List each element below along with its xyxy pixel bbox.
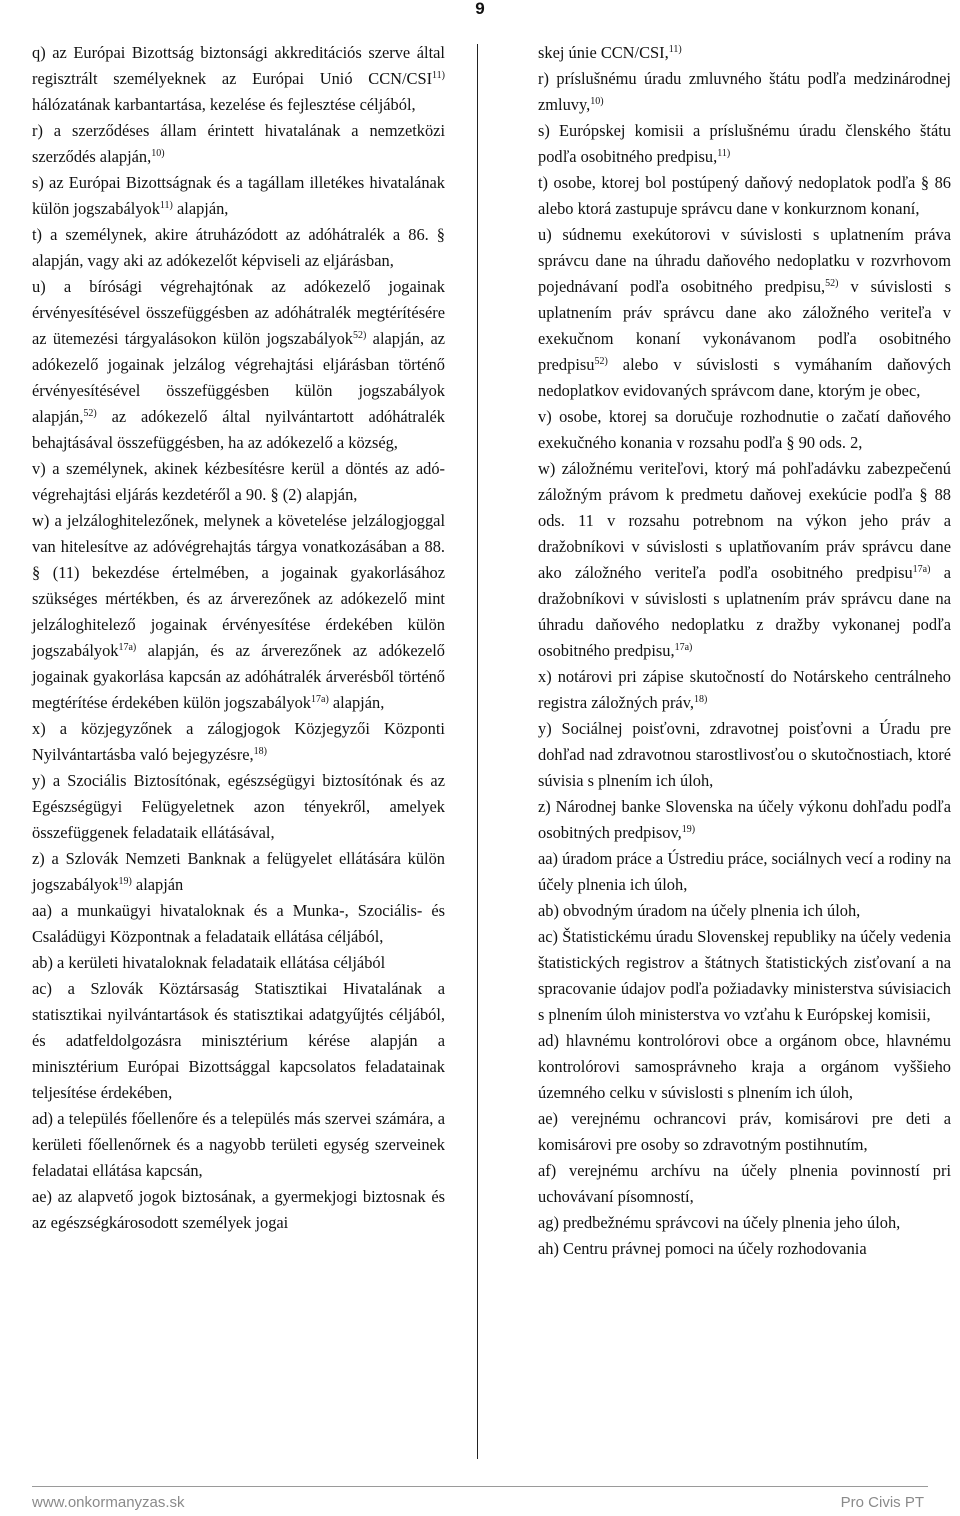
text-segment: ae) az alapvető jogok biztosának, a gyermekjogi biztosnak és az egészségkárosodott személyek jogai — [32, 1187, 445, 1232]
footnote-ref: 18) — [253, 746, 267, 757]
list-item — [538, 404, 951, 456]
text-segment: alapján, és az árverezőnek az adókezelő jogainak gyakorlása kapcsán az adóhátralék árverésből történő megtérítése érdekében külön jogszabályok — [32, 641, 445, 712]
text-segment: ab) a kerületi hivataloknak feladataik ellátása céljából — [32, 953, 386, 972]
footnote-ref: 19) — [681, 824, 696, 835]
footer-divider — [32, 1486, 928, 1487]
list-item — [32, 768, 445, 846]
hungarian-text-column — [32, 40, 445, 1236]
list-item — [538, 846, 951, 898]
text-segment: y) a Szociális Biztosítónak, egészségügyi biztosítónak és az Egészségügyi Felügyeletnek azon tényekről, amelyek összefüggenek feladataik ellátásával, — [32, 771, 445, 842]
text-segment: ad) a település főellenőre és a település más szervei számára, a kerületi főellenőrnek és a nagyobb területi egység szerveinek feladatai ellátása kapcsán, — [32, 1109, 445, 1180]
list-item — [32, 508, 445, 716]
footnote-ref: 19) — [118, 876, 132, 887]
footnote-ref: 17a) — [311, 694, 329, 705]
text-segment: w) záložnému veriteľovi, ktorý má pohľadávku zabezpečenú záložným právom k predmetu daňovej exekúcie podľa § 88 ods. 11 v rozsahu potrebnom na výkon jeho práv a dražobníkovi v súvislosti s uplatňovaním práv správcu dane ako záložného veriteľa podľa osobitného predpisu — [538, 459, 951, 582]
list-item — [32, 716, 445, 768]
list-item — [32, 1106, 445, 1184]
text-segment: t) osobe, ktorej bol postúpený daňový nedoplatok podľa § 86 alebo ktorá zastupuje správcu dane v konkurznom konaní, — [538, 173, 951, 218]
list-item — [538, 118, 951, 170]
text-segment: af) verejnému archívu na účely plnenia povinností pri uchovávaní písomností, — [538, 1161, 951, 1206]
text-segment: x) notárovi pri zápise skutočností do Notárskeho centrálneho registra záložných práv, — [538, 667, 951, 712]
list-item — [538, 924, 951, 1028]
footnote-ref: 11) — [717, 148, 731, 159]
footnote-ref: 17a) — [674, 642, 693, 653]
text-segment: r) a szerződéses állam érintett hivatalának a nemzetközi szerződés alapján, — [32, 121, 445, 166]
text-segment: q) az Európai Bizottság biztonsági akkreditációs szerve által regisztrált személyeknek az Európai Unió CCN/CSI — [32, 43, 445, 88]
text-segment: ac) a Szlovák Köztársaság Statisztikai Hivatalának a statisztikai nyilvántartások és statisztikai adatgyűjtés céljából, és adatfeldolgozásra minisztérium kérése alapján a minisztérium Európai Bizottsággal kapcsolatos feladatainak teljesítése érdekében, — [32, 979, 445, 1102]
text-segment: ab) obvodným úradom na účely plnenia ich úloh, — [538, 901, 861, 920]
list-item — [32, 846, 445, 898]
text-segment: z) a Szlovák Nemzeti Banknak a felügyelet ellátására külön jogszabályok — [32, 849, 445, 894]
text-segment: alapján, — [172, 199, 229, 218]
text-segment: alapján — [131, 875, 184, 894]
footnote-ref: 17a) — [118, 642, 137, 653]
list-item — [538, 1236, 951, 1262]
footer-website: www.onkormanyzas.sk — [32, 1494, 185, 1511]
list-item — [32, 1184, 445, 1236]
list-item — [538, 1028, 951, 1106]
footnote-ref: 52) — [352, 330, 367, 341]
footnote-ref: 52) — [594, 356, 608, 367]
footnote-ref: 11) — [668, 44, 682, 55]
text-segment: alapján, az adókezelő jogainak jelzálog végrehajtási eljárásban történő érvényesítésével összefüggésben külön jogszabályok alapján, — [32, 329, 445, 426]
text-segment: a dražobníkovi v súvislosti s uplatnením práv správcu dane na úhradu daňového nedoplatku z dražby vykonanej podľa osobitného predpisu, — [538, 563, 952, 660]
list-item — [32, 118, 445, 170]
list-item — [538, 1210, 951, 1236]
text-segment: skej únie CCN/CSI, — [538, 43, 669, 62]
list-item — [32, 274, 445, 456]
list-item — [538, 66, 951, 118]
footnote-ref: 18) — [693, 694, 708, 705]
list-item — [538, 898, 951, 924]
text-segment: r) príslušnému úradu zmluvného štátu podľa medzinárodnej zmluvy, — [538, 69, 951, 114]
footnote-ref: 11) — [159, 200, 173, 211]
text-segment: v súvislosti s uplatnením práv správcu dane ako záložného veriteľa v exekučnom konaní vykonávanom podľa osobitného predpisu — [538, 277, 951, 374]
text-segment: az adókezelő által nyilvántartott adóhátralék behajtásával összefüggésben, ha az adókezelő a község, — [32, 407, 445, 452]
page-number: 9 — [475, 0, 485, 18]
text-segment: ah) Centru právnej pomoci na účely rozhodovania — [538, 1239, 867, 1258]
list-item — [32, 898, 445, 950]
text-segment: u) a bírósági végrehajtónak az adókezelő jogainak érvényesítésével összefüggésben az adóhátralék megtérítésére az ütemezési tárgyalásokon külön jogszabályok — [32, 277, 445, 348]
list-item — [32, 456, 445, 508]
list-item — [538, 794, 951, 846]
text-segment: z) Národnej banke Slovenska na účely výkonu dohľadu podľa osobitných predpisov, — [538, 797, 951, 842]
footnote-ref: 10) — [151, 148, 165, 159]
slovak-text-column — [538, 40, 951, 1262]
text-segment: alebo v súvislosti s vymáhaním daňových nedoplatkov evidovaných správcom dane, ktorým je obec, — [538, 355, 951, 400]
text-segment: u) súdnemu exekútorovi v súvislosti s uplatnením práva správcu dane na úhradu daňového nedoplatku v rozvrhovom pojednávaní podľa osobitného predpisu, — [538, 225, 951, 296]
text-segment: x) a közjegyzőnek a zálogjogok Közjegyzői Központi Nyilvántartásba való bejegyzésre, — [32, 719, 445, 764]
text-segment: t) a személynek, akire átruházódott az adóhátralék a 86. § alapján, vagy aki az adókezelőt képviseli az eljárásban, — [32, 225, 445, 270]
footnote-ref: 52) — [83, 408, 97, 419]
text-segment: aa) a munkaügyi hivataloknak és a Munka-, Szociális- és Családügyi Központnak a feladataik ellátása céljából, — [32, 901, 445, 946]
text-segment: v) a személynek, akinek kézbesítésre kerül a döntés az adó-végrehajtási eljárás kezdetéről a 90. § (2) alapján, — [32, 459, 445, 504]
list-item — [32, 222, 445, 274]
list-item — [32, 976, 445, 1106]
list-item — [32, 40, 445, 118]
footnote-ref: 11) — [432, 70, 445, 81]
footnote-ref: 52) — [825, 278, 839, 289]
list-item — [538, 1158, 951, 1210]
text-segment: y) Sociálnej poisťovni, zdravotnej poisťovni a Úradu pre dohľad nad zdravotnou starostlivosťou o skutočnostiach, ktoré súvisia s plnením ich úloh, — [538, 719, 951, 790]
text-segment: ae) verejnému ochrancovi práv, komisárovi pre deti a komisárovi pre osoby so zdravotným postihnutím, — [538, 1109, 951, 1154]
text-segment: ag) predbežnému správcovi na účely plnenia jeho úloh, — [538, 1213, 901, 1232]
text-segment: v) osobe, ktorej sa doručuje rozhodnutie o začatí daňového exekučného konania v rozsahu podľa § 90 ods. 2, — [538, 407, 951, 452]
text-segment: aa) úradom práce a Ústrediu práce, sociálnych vecí a rodiny na účely plnenia ich úloh, — [538, 849, 951, 894]
text-segment: s) Európskej komisii a príslušnému úradu členského štátu podľa osobitného predpisu, — [538, 121, 951, 166]
list-item — [32, 950, 445, 976]
text-segment: alapján, — [328, 693, 385, 712]
list-item — [538, 1106, 951, 1158]
footer-publisher: Pro Civis PT — [840, 1494, 924, 1511]
list-item — [538, 170, 951, 222]
list-item — [538, 664, 951, 716]
list-item — [538, 222, 951, 404]
text-segment: s) az Európai Bizottságnak és a tagállam illetékes hivatalának külön jogszabályok — [32, 173, 445, 218]
list-item — [32, 170, 445, 222]
text-segment: w) a jelzáloghitelezőnek, melynek a követelése jelzálogjoggal van hitelesítve az adóvégrehajtás tárgya vonatkozásában a 88. § (11) bekezdése értelmében, a jogainak gyakorlásához szükséges mértékben, és az árverezőnek az adókezelő mint jelzáloghitelező jogainak érvényesítése érdekében külön jogszabályok — [32, 511, 445, 660]
footnote-ref: 10) — [590, 96, 604, 107]
text-segment: hálózatának karbantartása, kezelése és fejlesztése céljából, — [32, 95, 416, 114]
footnote-ref: 17a) — [912, 564, 931, 575]
list-item — [538, 716, 951, 794]
text-segment: ad) hlavnému kontrolórovi obce a orgánom obce, hlavnému kontrolórovi samosprávneho kraja a orgánom vyššieho územného celku v súvislosti s plnením ich úloh, — [538, 1031, 951, 1102]
text-segment: ac) Štatistickému úradu Slovenskej republiky na účely vedenia štatistických registrov a štátnych štatistických zisťovaní a na spracovanie údajov podľa požiadavky ministerstva súvisiacich s plnením úloh ministerstva vo vzťahu k Európskej komisii, — [538, 927, 951, 1024]
column-divider — [477, 44, 478, 1459]
list-item — [538, 456, 951, 664]
list-item — [538, 40, 951, 66]
